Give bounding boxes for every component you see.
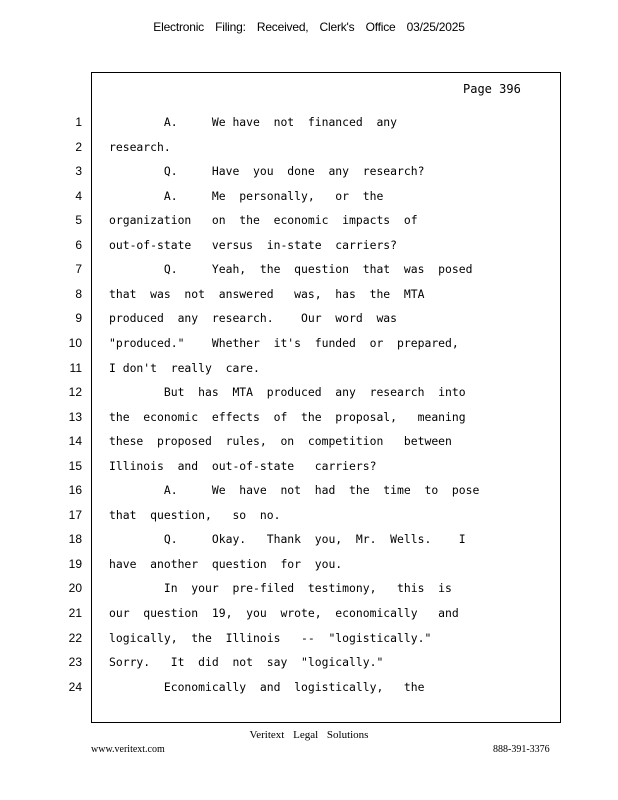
footer-phone: 888-391-3376 bbox=[493, 744, 550, 755]
filing-stamp: Electronic Filing: Received, Clerk's Office 03/25/2025 bbox=[153, 20, 465, 34]
line-number: 1 bbox=[75, 115, 82, 129]
line-number: 9 bbox=[75, 311, 82, 325]
transcript-line: that question, so no. bbox=[109, 508, 281, 522]
line-number: 12 bbox=[68, 385, 82, 399]
line-number: 20 bbox=[68, 581, 82, 595]
footer-website: www.veritext.com bbox=[91, 744, 165, 755]
line-number: 23 bbox=[68, 655, 82, 669]
line-number: 19 bbox=[68, 557, 82, 571]
line-number: 16 bbox=[68, 483, 82, 497]
transcript-line: these proposed rules, on competition between bbox=[109, 434, 452, 448]
line-number: 10 bbox=[68, 336, 82, 350]
transcript-line: research. bbox=[109, 140, 171, 154]
line-number: 7 bbox=[75, 262, 82, 276]
line-number: 3 bbox=[75, 164, 82, 178]
line-number: 18 bbox=[68, 532, 82, 546]
line-number: 17 bbox=[68, 508, 82, 522]
line-number: 22 bbox=[68, 631, 82, 645]
transcript-line: logically, the Illinois -- "logistically." bbox=[109, 631, 432, 645]
transcript-line: the economic effects of the proposal, meaning bbox=[109, 410, 466, 424]
transcript-line: Sorry. It did not say "logically." bbox=[109, 655, 384, 669]
line-number: 13 bbox=[68, 410, 82, 424]
transcript-line: Illinois and out-of-state carriers? bbox=[109, 459, 377, 473]
transcript-line: Economically and logistically, the bbox=[109, 680, 425, 694]
transcript-line: Q. Have you done any research? bbox=[109, 164, 425, 178]
transcript-line: But has MTA produced any research into bbox=[109, 385, 466, 399]
line-number: 11 bbox=[69, 361, 82, 375]
line-number: 4 bbox=[75, 189, 82, 203]
footer-company: Veritext Legal Solutions bbox=[249, 729, 369, 741]
transcript-line: "produced." Whether it's funded or prepared, bbox=[109, 336, 459, 350]
transcript-line: I don't really care. bbox=[109, 361, 260, 375]
line-number: 8 bbox=[75, 287, 82, 301]
transcript-line: A. We have not had the time to pose bbox=[109, 483, 480, 497]
line-number: 24 bbox=[68, 680, 82, 694]
transcript-line: organization on the economic impacts of bbox=[109, 213, 418, 227]
transcript-line: out-of-state versus in-state carriers? bbox=[109, 238, 398, 252]
transcript-line: A. Me personally, or the bbox=[109, 189, 384, 203]
transcript-line: have another question for you. bbox=[109, 557, 343, 571]
line-number: 5 bbox=[75, 213, 82, 227]
line-number: 21 bbox=[68, 606, 82, 620]
transcript-line: produced any research. Our word was bbox=[109, 311, 398, 325]
transcript-line: Q. Yeah, the question that was posed bbox=[109, 262, 473, 276]
line-number: 6 bbox=[75, 238, 82, 252]
page-number: Page 396 bbox=[463, 82, 521, 96]
line-number: 15 bbox=[68, 459, 82, 473]
transcript-line: A. We have not financed any bbox=[109, 115, 398, 129]
transcript-line: In your pre-filed testimony, this is bbox=[109, 581, 452, 595]
line-number: 2 bbox=[75, 140, 82, 154]
transcript-line: that was not answered was, has the MTA bbox=[109, 287, 425, 301]
transcript-line: Q. Okay. Thank you, Mr. Wells. I bbox=[109, 532, 466, 546]
transcript-line: our question 19, you wrote, economically and bbox=[109, 606, 459, 620]
line-number: 14 bbox=[68, 434, 82, 448]
